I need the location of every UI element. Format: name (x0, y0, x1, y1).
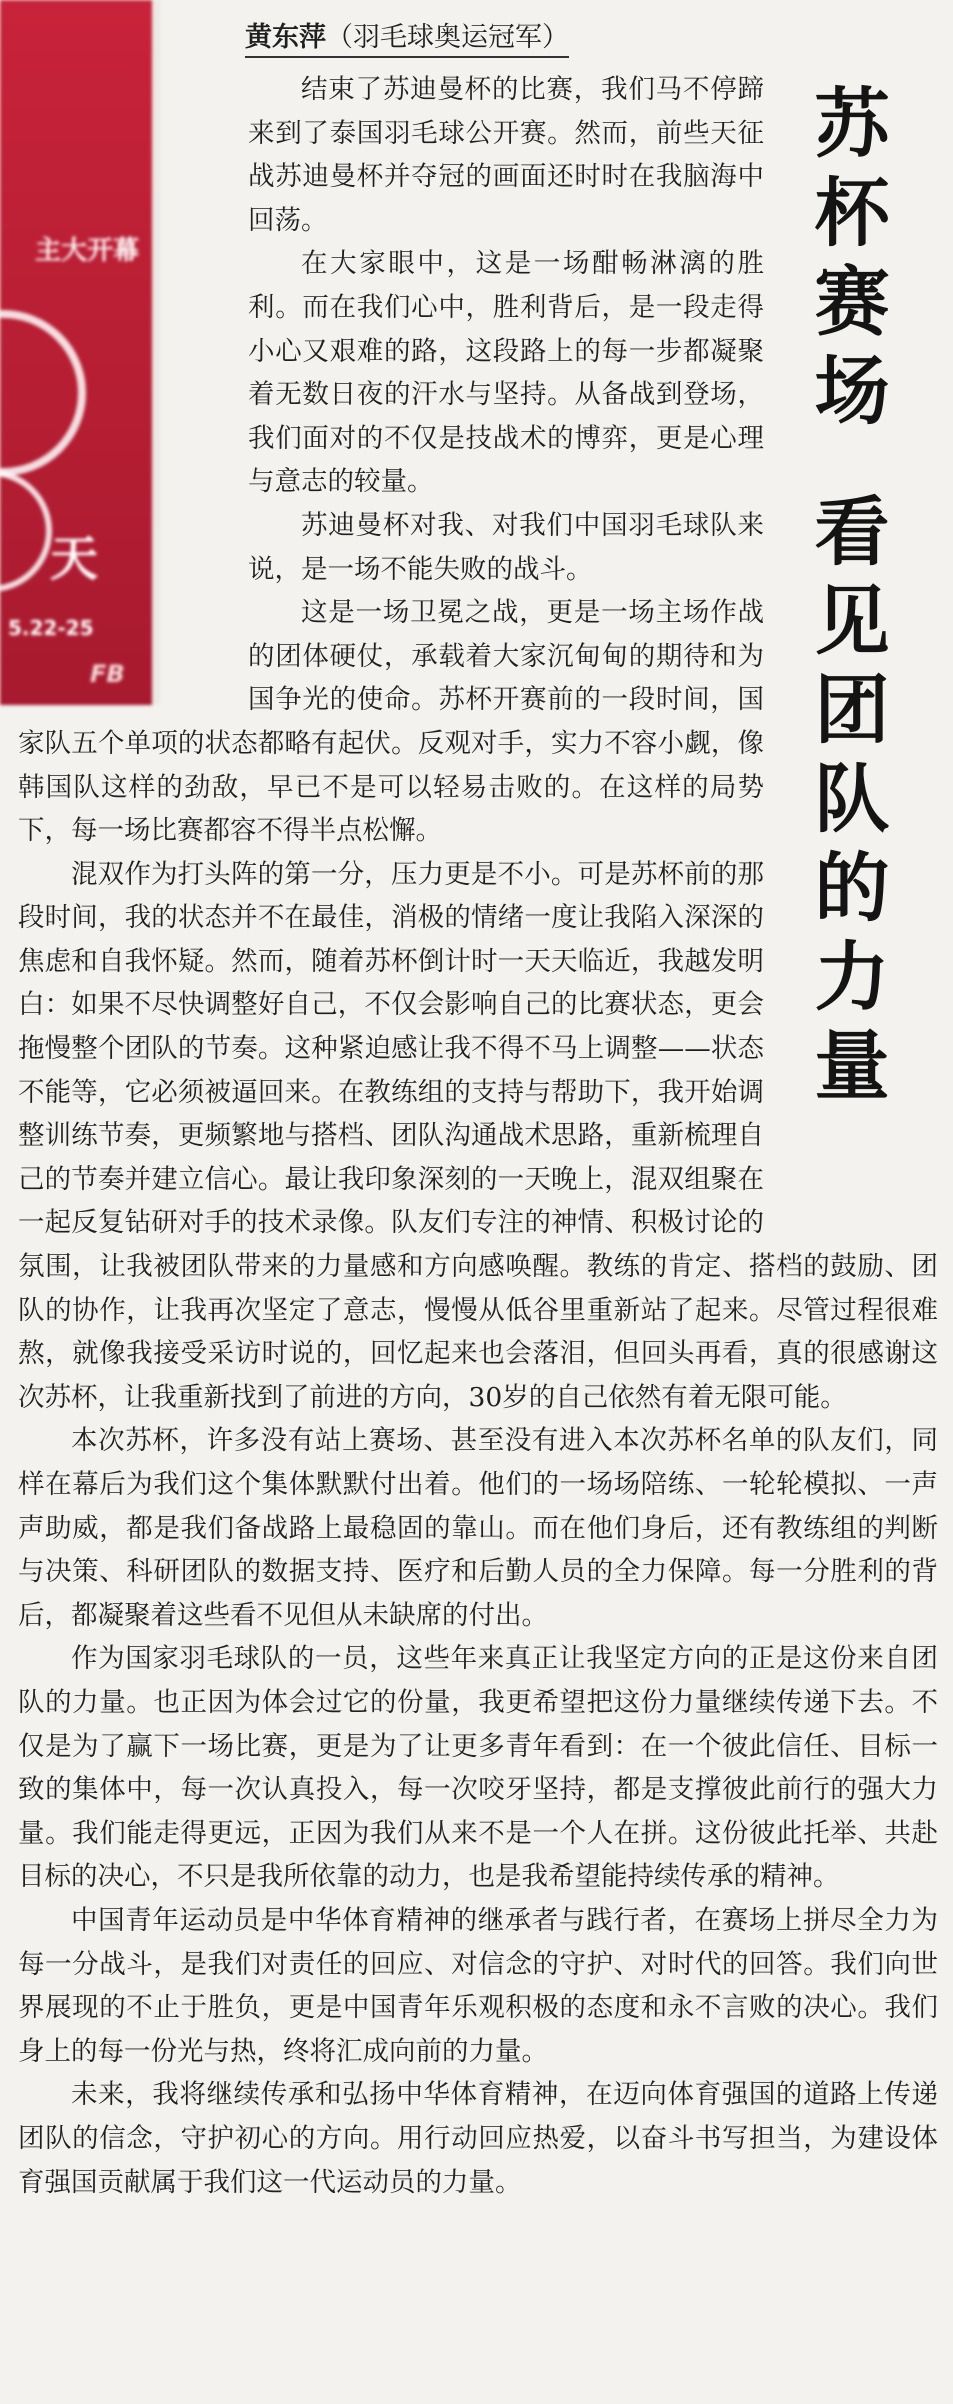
article-paragraph: 在大家眼中，这是一场酣畅淋漓的胜利。而在我们心中，胜利背后，是一段走得小心又艰难的路，这段路上的每一步都凝聚着无数日夜的汗水与坚持。从备战到登场，我们面对的不仅是技战术的博弈，更是心理与意志的较量。 (248, 248, 764, 498)
headline-char: 团 (814, 666, 890, 754)
headline-char: 场 (814, 347, 890, 435)
article-paragraph: 中国青年运动员是中华体育精神的继承者与践行者，在赛场上拼尽全力为每一分战斗，是我们对责任的回应、对信念的守护、对时代的回答。我们向世界展现的不止于胜负，更是中国青年乐观积极的态度和永不言败的决心。我们身上的每一份光与热，终将汇成向前的力量。 (18, 1904, 938, 2067)
headline-char: 杯 (814, 169, 890, 257)
headline-char: 量 (814, 1022, 890, 1110)
article-body (18, 0, 938, 2404)
photo-caption-text: 主大开幕 (35, 236, 140, 266)
headline-char: 赛 (814, 258, 890, 346)
byline-author: 黄东萍 (245, 22, 326, 53)
article-paragraph: 结束了苏迪曼杯的比赛，我们马不停蹄来到了泰国羽毛球公开赛。然而，前些天征战苏迪曼杯并夺冠的画面还时时在我脑海中回荡。 (248, 74, 764, 236)
article-paragraph: 未来，我将继续传承和弘扬中华体育精神，在迈向体育强国的道路上传递团队的信念，守护初心的方向。用行动回应热爱，以奋斗书写担当，为建设体育强国贡献属于我们这一代运动员的力量。 (18, 2079, 938, 2198)
photo-caption-text: 天 (50, 531, 99, 587)
headline-char: 看 (814, 488, 890, 576)
byline-role: （羽毛球奥运冠军） (326, 22, 569, 53)
headline-char: 队 (814, 755, 890, 843)
article-paragraph: 这是一场卫冕之战，更是一场主场作战的团体硬仗，承载着大家沉甸甸的期待和为国争光的使命。苏杯开赛前的一段时间，国家队五个单项的状态都略有起伏。反观对手，实力不容小觑，像韩国队这样的劲敌，早已不是可以轻易击败的。在这样的局势下，每一场比赛都容不得半点松懈。 (18, 597, 764, 847)
article-paragraph: 作为国家羽毛球队的一员，这些年来真正让我坚定方向的正是这份来自团队的力量。也正因为体会过它的份量，我更希望把这份力量继续传递下去。不仅是为了赢下一场比赛，更是为了让更多青年看到：在一个彼此信任、目标一致的集体中，每一次认真投入，每一次咬牙坚持，都是支撑彼此前行的强大力量。我们能走得更远，正因为我们从来不是一个人在拼。这份彼此托举、共赴目标的决心，不只是我所依靠的动力，也是我希望能持续传承的精神。 (18, 1643, 938, 1893)
article-paragraph: 苏迪曼杯对我、对我们中国羽毛球队来说，是一场不能失败的战斗。 (248, 509, 764, 585)
headline-char: 见 (814, 577, 890, 665)
article-paragraph: 混双作为打头阵的第一分，压力更是不小。可是苏杯前的那段时间，我的状态并不在最佳，消极的情绪一度让我陷入深深的焦虑和自我怀疑。然而，随着苏杯倒计时一天天临近，我越发明白：如果不尽快调整好自己，不仅会影响自己的比赛状态，更会拖慢整个团队的节奏。这种紧迫感让我不得不马上调整——状态不能等，它必须被逼回来。在教练组的支持与帮助下，我开始调整训练节奏，更频繁地与搭档、团队沟通战术思路，重新梳理自己的节奏并建立信心。最让我印象深刻的一天晚上，混双组聚在一起反复钻研对手的技术录像。队友们专注的神情、积极讨论的氛围，让我被团队带来的力量感和方向感唤醒。教练的肯定、搭档的鼓励、团队的协作，让我再次坚定了意志，慢慢从低谷里重新站了起来。尽管过程很难熬，就像我接受采访时说的，回忆起来也会落泪，但回头再看，真的很感谢这次苏杯，让我重新找到了前进的方向，30岁的自己依然有着无限可能。 (18, 858, 938, 1413)
headline-char: 的 (814, 844, 890, 932)
photo-caption-date: 5.22-25 (8, 616, 94, 640)
article-paragraph: 本次苏杯，许多没有站上赛场、甚至没有进入本次苏杯名单的队友们，同样在幕后为我们这个集体默默付出着。他们的一场场陪练、一轮轮模拟、一声声助威，都是我们备战路上最稳固的靠山。而在他们身后，还有教练组的判断与决策、科研团队的数据支持、医疗和后勤人员的全力保障。每一分胜利的背后，都凝聚着这些看不见但从未缺席的付出。 (18, 1425, 938, 1631)
headline-char: 苏 (814, 80, 890, 168)
photo-caption-logo: FB (90, 660, 125, 688)
headline-column-space (778, 0, 938, 1228)
headline-char: 力 (814, 933, 890, 1021)
